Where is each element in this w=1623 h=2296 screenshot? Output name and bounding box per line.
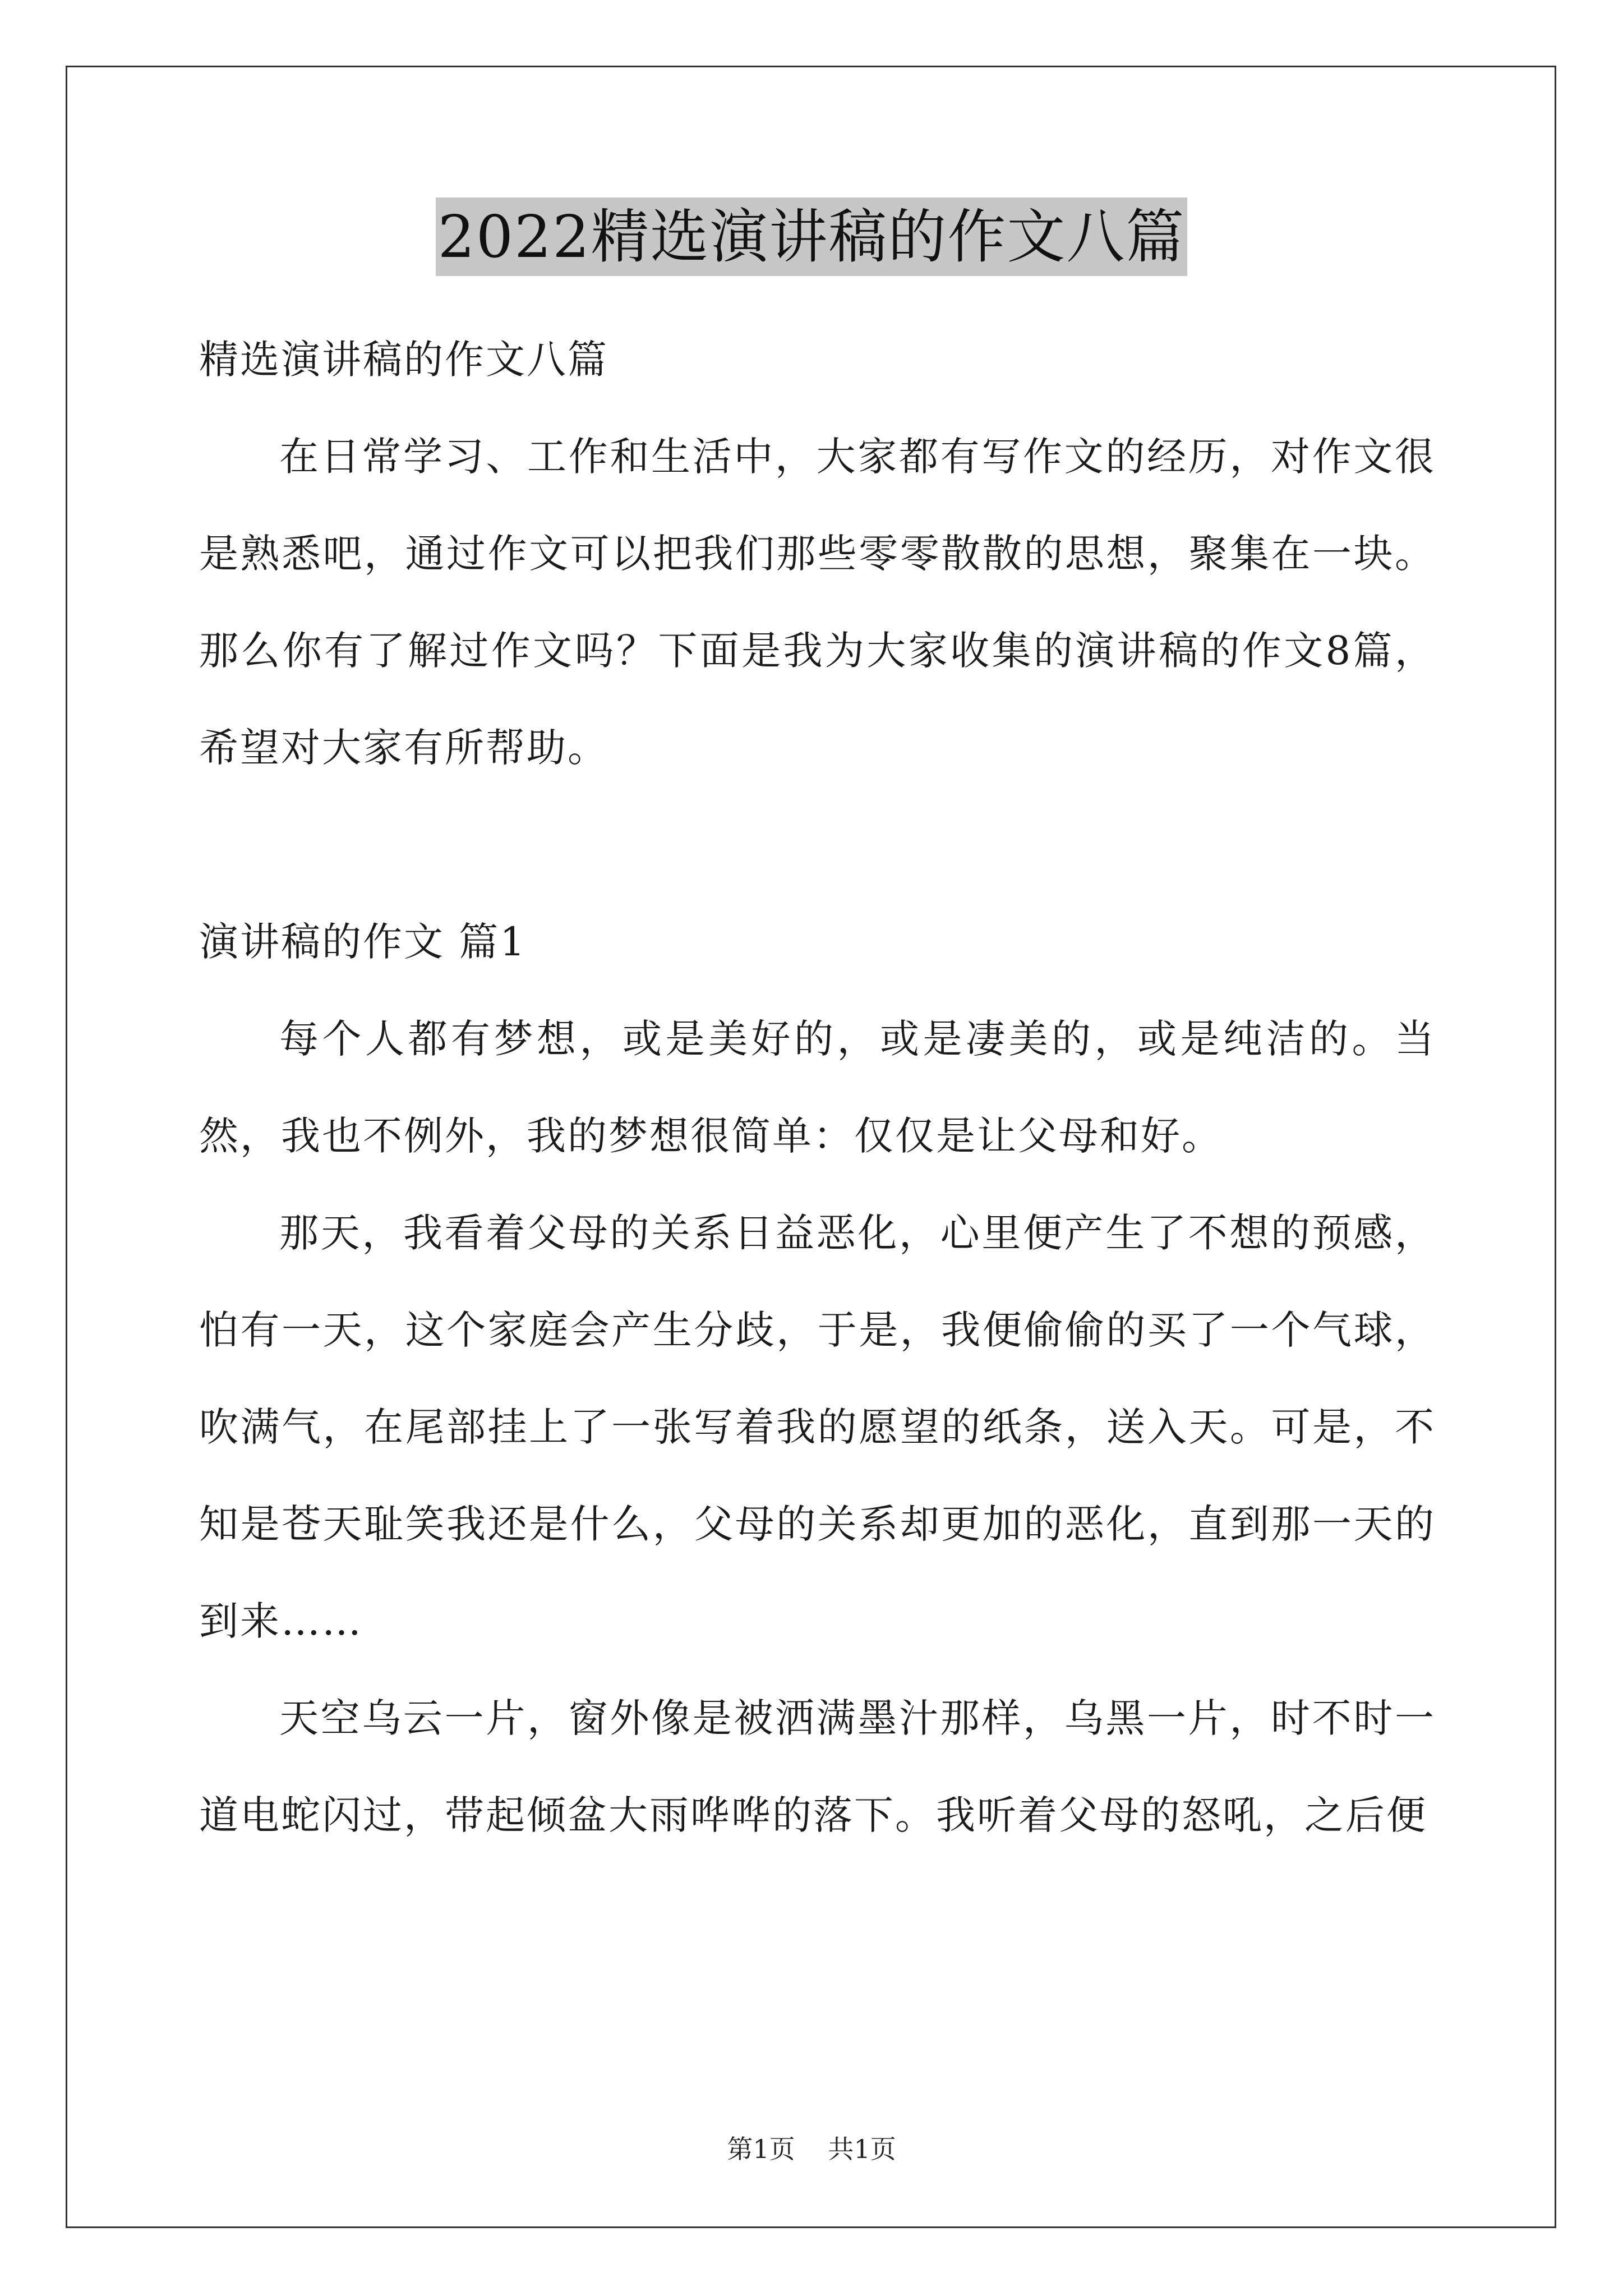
document-title: 2022精选演讲稿的作文八篇 <box>436 197 1188 276</box>
page-total: 共1页 <box>828 2134 896 2164</box>
title-container <box>0 197 1623 276</box>
body-paragraph: 天空乌云一片，窗外像是被洒满墨汁那样，乌黑一片，时不时一道电蛇闪过，带起倾盆大雨哗哗的落下。我听着父母的怒吼，之后便 <box>199 1695 1436 1838</box>
intro-paragraph: 在日常学习、工作和生活中，大家都有写作文的经历，对作文很是熟悉吧，通过作文可以把我们那些零零散散的思想，聚集在一块。那么你有了解过作文吗？下面是我为大家收集的演讲稿的作文8篇，希望对大家有所帮助。 <box>199 434 1436 771</box>
section-heading: 演讲稿的作文 篇1 <box>199 919 527 965</box>
body-paragraph: 每个人都有梦想，或是美好的，或是凄美的，或是纯洁的。当然，我也不例外，我的梦想很简单：仅仅是让父母和好。 <box>199 1016 1436 1159</box>
spacer <box>199 797 1436 894</box>
page-footer <box>0 2129 1623 2166</box>
page-number: 第1页 <box>727 2134 795 2164</box>
document-subtitle: 精选演讲稿的作文八篇 <box>199 337 608 383</box>
body-paragraph: 那天，我看着父母的关系日益恶化，心里便产生了不想的预感，怕有一天，这个家庭会产生分歧，于是，我便偷偷的买了一个气球，吹满气，在尾部挂上了一张写着我的愿望的纸条，送入天。可是，不知是苍天耻笑我还是什么，父母的关系却更加的恶化，直到那一天的到来…… <box>199 1210 1436 1644</box>
document-body <box>199 311 1436 1864</box>
